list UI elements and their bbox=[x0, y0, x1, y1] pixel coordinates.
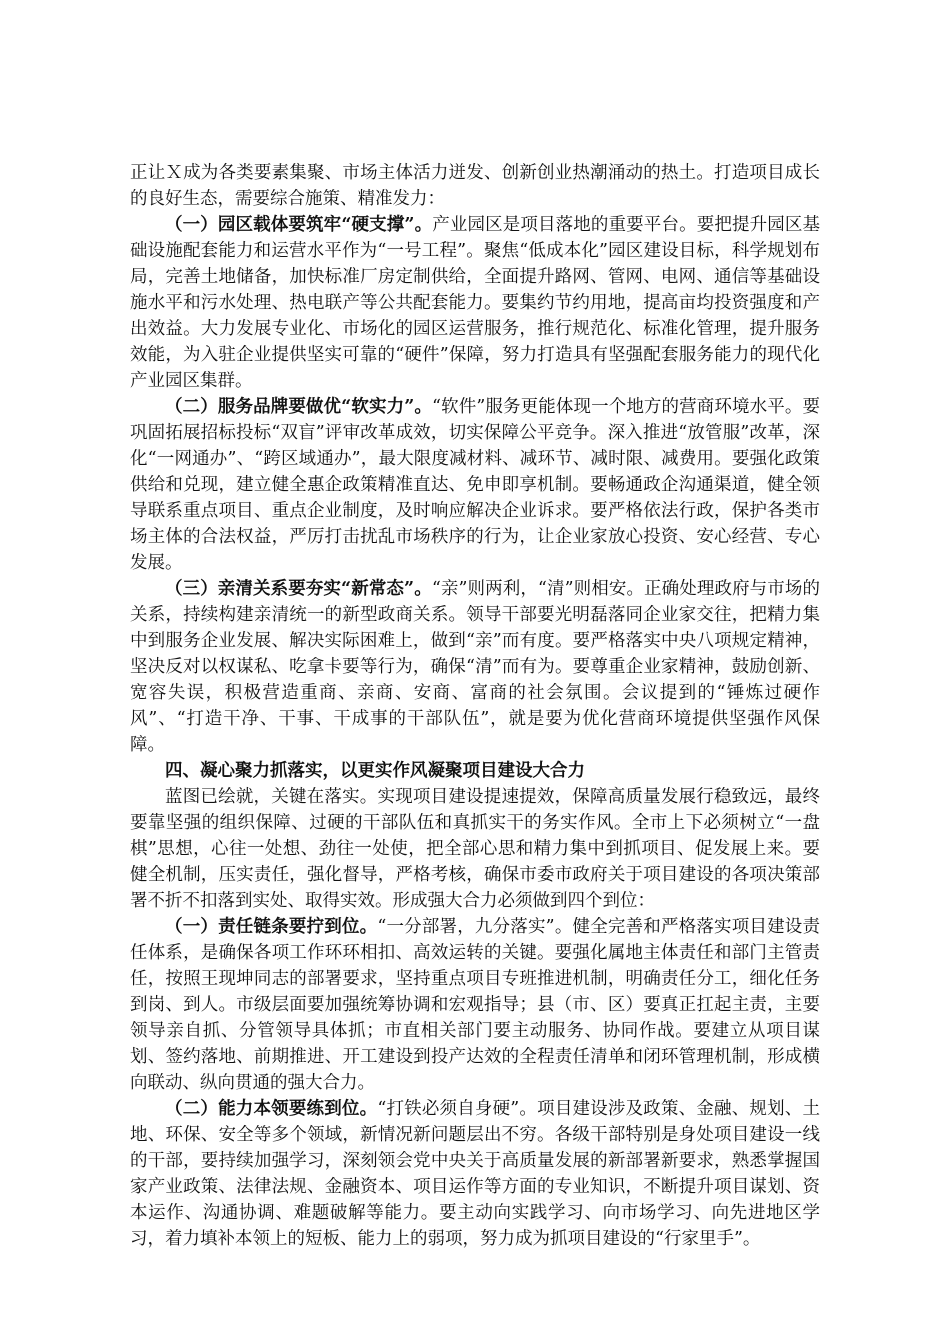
paragraph-text: 蓝图已绘就，关键在落实。实现项目建设提速提效，保障高质量发展行稳致远，最终要靠坚强的组织保障、过硬的干部队伍和真抓实干的务实作风。全市上下必须树立“一盘棋”思想，心往一处想、劲往一处使，把全部心思和精力集中到抓项目、促发展上来。要健全机制，压实责任，强化督导，严格考核，确保市委市政府关于项目建设的各项决策部署不折不扣落到实处、取得实效。形成强大合力必须做到四个到位： bbox=[130, 787, 820, 911]
paragraph-item-responsibility bbox=[130, 914, 820, 1096]
paragraph-text: 正让Ｘ成为各类要素集聚、市场主体活力迸发、创新创业热潮涌动的热土。打造项目成长的良好生态，需要综合施策、精准发力： bbox=[130, 163, 820, 209]
document-page bbox=[130, 160, 820, 1252]
paragraph-text: “软件”服务更能体现一个地方的营商环境水平。要巩固拓展招标投标“双盲”评审改革成效，切实保障公平竞争。深入推进“放管服”改革，深化“一网通办”、“跨区域通办”，最大限度减材料、减环节、减时限、减费用。要强化政策供给和兑现，建立健全惠企政策精准直达、免申即享机制。要畅通政企沟通渠道，健全领导联系重点项目、重点企业制度，及时响应解决企业诉求。要严格依法行政，保护各类市场主体的合法权益，严厉打击扰乱市场秩序的行为，让企业家放心投资、安心经营、专心发展。 bbox=[130, 397, 820, 573]
paragraph-text: “亲”则两利，“清”则相安。正确处理政府与市场的关系，持续构建亲清统一的新型政商关系。领导干部要光明磊落同企业家交往，把精力集中到服务企业发展、解决实际困难上，做到“亲”而有度。要严格落实中央八项规定精神，坚决反对以权谋私、吃拿卡要等行为，确保“清”而有为。要尊重企业家精神，鼓励创新、宽容失误，积极营造重商、亲商、安商、富商的社会氛围。会议提到的“锤炼过硬作风”、“打造干净、干事、干成事的干部队伍”，就是要为优化营商环境提供坚强作风保障。 bbox=[130, 579, 820, 755]
paragraph-body bbox=[130, 784, 820, 914]
paragraph-lead: （二）服务品牌要做优“软实力”。 bbox=[165, 397, 433, 417]
paragraph-text: “打铁必须自身硬”。项目建设涉及政策、金融、规划、土地、环保、安全等多个领域，新情况新问题层出不穷。各级干部特别是身处项目建设一线的干部，要持续加强学习，深刻领会党中央关于高质量发展的新部署新要求，熟悉掌握国家产业政策、法律法规、金融资本、项目运作等方面的专业知识，不断提升项目谋划、资本运作、沟通协调、难题破解等能力。要主动向实践学习、向市场学习、向先进地区学习，着力填补本领上的短板、能力上的弱项，努力成为抓项目建设的“行家里手”。 bbox=[130, 1099, 820, 1249]
paragraph-item-ability bbox=[130, 1096, 820, 1252]
section-heading: 四、凝心聚力抓落实，以更实作风凝聚项目建设大合力 bbox=[165, 761, 585, 781]
paragraph-lead: （一）园区载体要筑牢“硬支撑”。 bbox=[165, 215, 433, 235]
paragraph-text: 产业园区是项目落地的重要平台。要把提升园区基础设施配套能力和运营水平作为“一号工程”。聚焦“低成本化”园区建设目标，科学规划布局，完善土地储备，加快标准厂房定制供给，全面提升路网、管网、电网、通信等基础设施水平和污水处理、热电联产等公共配套能力。要集约节约用地，提高亩均投资强度和产出效益。大力发展专业化、市场化的园区运营服务，推行规范化、标准化管理，提升服务效能，为入驻企业提供坚实可靠的“硬件”保障，努力打造具有坚强配套服务能力的现代化产业园区集群。 bbox=[130, 215, 820, 391]
paragraph-item-park-carrier bbox=[130, 212, 820, 394]
paragraph-item-relations bbox=[130, 576, 820, 758]
paragraph-lead: （二）能力本领要练到位。 bbox=[165, 1099, 378, 1119]
paragraph-lead: （一）责任链条要拧到位。 bbox=[165, 917, 378, 937]
paragraph-lead: （三）亲清关系要夯实“新常态”。 bbox=[165, 579, 432, 599]
paragraph-text: “一分部署，九分落实”。健全完善和严格落实项目建设责任体系，是确保各项工作环环相扣、高效运转的关键。要强化属地主体责任和部门主管责任，按照王现坤同志的部署要求，坚持重点项目专班推进机制，明确责任分工，细化任务到岗、到人。市级层面要加强统筹协调和宏观指导；县（市、区）要真正扛起主责，主要领导亲自抓、分管领导具体抓；市直相关部门要主动服务、协同作战。要建立从项目谋划、签约落地、前期推进、开工建设到投产达效的全程责任清单和闭环管理机制，形成横向联动、纵向贯通的强大合力。 bbox=[130, 917, 820, 1093]
paragraph-continuation bbox=[130, 160, 820, 212]
paragraph-item-service-brand bbox=[130, 394, 820, 576]
